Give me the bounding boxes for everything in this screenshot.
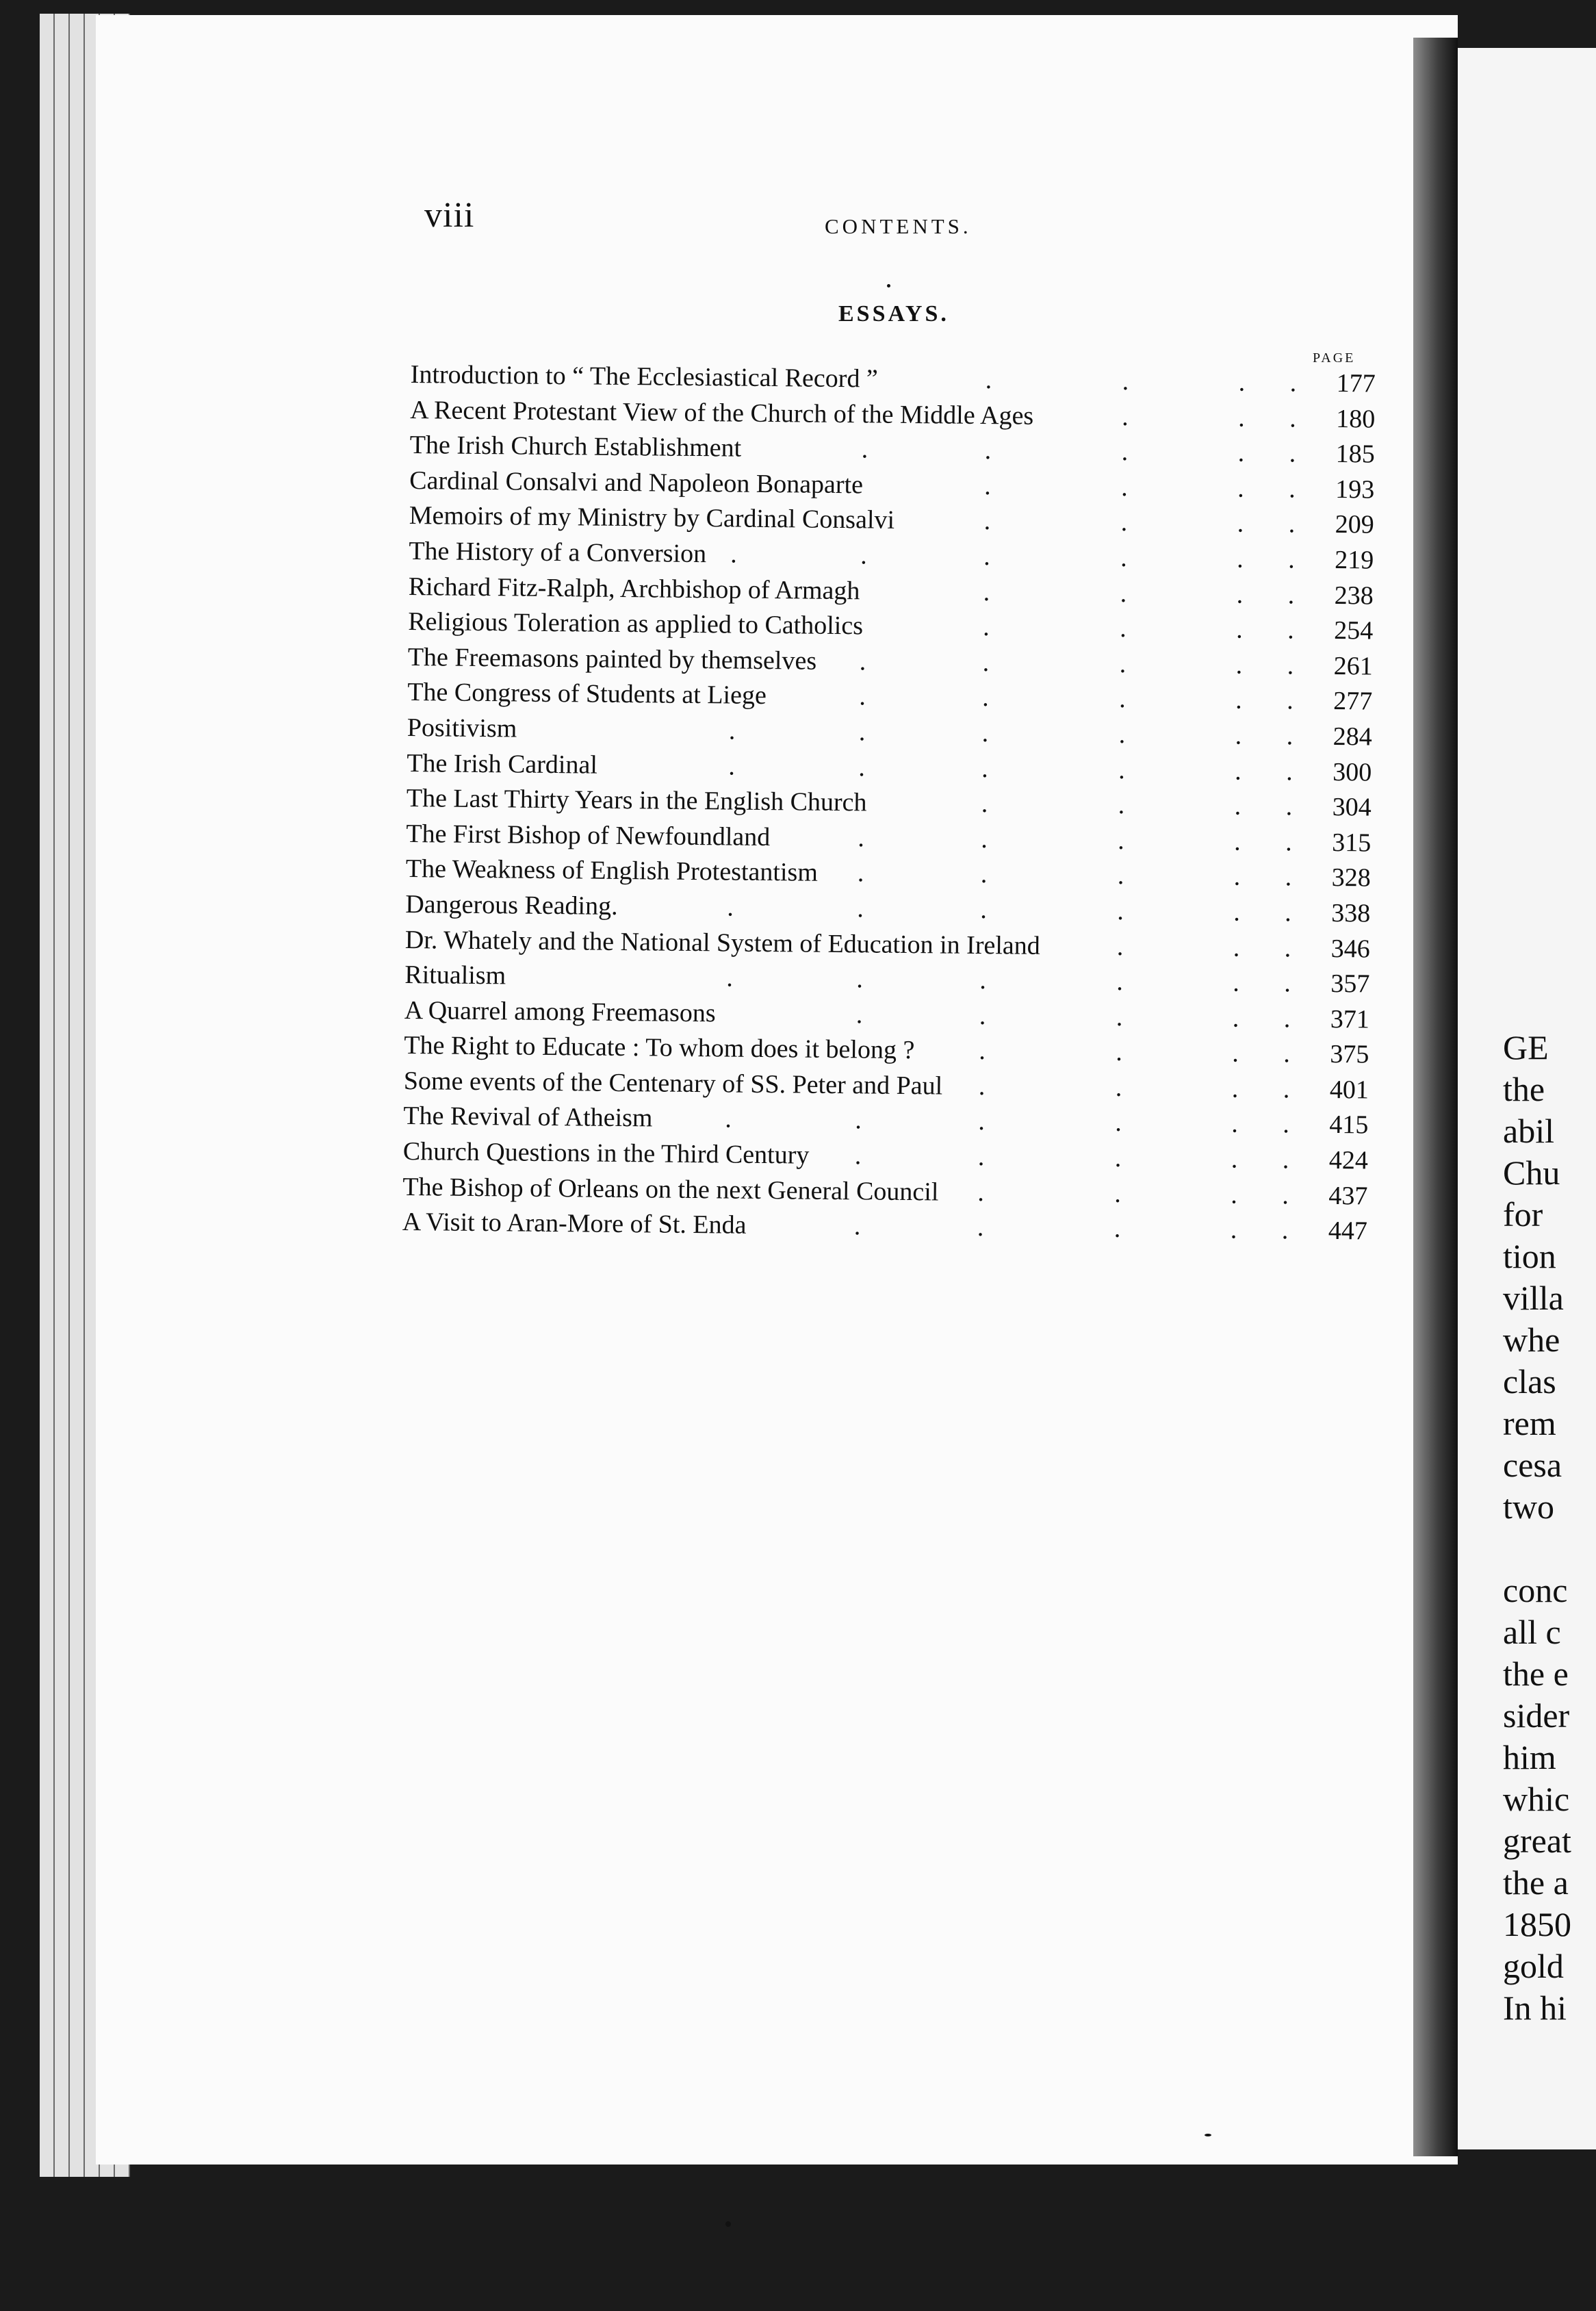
leader-dot: . [859,647,866,676]
leader-dot: . [980,860,988,889]
leader-dot: . [855,1106,862,1135]
leader-dot: . [1117,896,1124,925]
facing-page-line: rem [1503,1404,1556,1442]
toc-entry-page: 315 [1332,828,1372,858]
leader-dot: . [858,823,865,853]
facing-page-line: conc [1503,1571,1568,1609]
leader-dot: . [1233,897,1241,927]
toc-entry-page: 261 [1333,651,1373,681]
leader-dot: . [984,436,992,465]
leader-dot: . [1118,791,1125,820]
facing-page-line: for [1503,1195,1543,1234]
leader-dot: . [1289,403,1296,433]
leader-dot: . [1287,686,1293,715]
toc-entry-title: The Freemasons painted by themselves [407,642,817,676]
facing-page-line: abil [1503,1112,1554,1150]
toc-entry-title: The Right to Educate : To whom does it belong ? [404,1031,915,1065]
leader-dot: . [725,1104,732,1134]
leader-dot: . [982,648,990,677]
leader-dot: . [1237,509,1244,539]
leader-dot: . [1231,1145,1238,1174]
leader-dot: . [1288,545,1295,574]
leader-dot: . [1284,969,1291,998]
facing-page-line: the a [1503,1863,1569,1902]
toc-entry-page: 437 [1328,1181,1368,1211]
leader-dot: . [1116,967,1124,997]
toc-entry-page: 371 [1330,1004,1370,1034]
toc-entry-page: 304 [1332,793,1372,822]
facing-page-line: clas [1503,1362,1556,1401]
leader-dot: . [1285,828,1292,857]
facing-page-line: cesa [1503,1446,1562,1484]
running-head [424,195,1287,250]
toc-entry-page: 447 [1328,1216,1368,1246]
leader-dot: . [1283,1004,1291,1034]
leader-dot: . [1116,1002,1123,1032]
facing-page-line: whic [1503,1780,1570,1818]
facing-page-line: great [1503,1822,1571,1860]
ink-speck [887,284,890,288]
leader-dot: . [977,1213,984,1242]
section-heading: ESSAYS. [838,301,949,327]
leader-dot: . [1118,826,1125,855]
toc-entry-title: The Last Thirty Years in the English Church [406,784,867,817]
leader-dot: . [860,541,867,570]
ink-speck [725,2221,731,2227]
leader-dot: . [1116,1038,1123,1067]
leader-dot: . [985,366,992,395]
leader-dot: . [728,752,736,781]
leader-dot: . [979,1036,986,1066]
leader-dot: . [1287,580,1295,609]
leader-dot: . [1235,685,1242,715]
toc-entry-page: 238 [1334,580,1374,611]
toc-entry-title: The History of a Conversion [409,536,707,569]
leader-dot: . [1122,402,1129,431]
toc-entry-page: 185 [1335,439,1375,469]
toc-entry-page: 415 [1329,1110,1369,1140]
toc-entry-title: Ritualism [404,960,506,991]
leader-dot: . [726,963,734,993]
leader-dot: . [1230,1215,1237,1244]
leader-dot: . [1120,578,1127,608]
toc-entry-page: 300 [1333,757,1372,787]
leader-dot: . [1283,1075,1290,1104]
leader-dot: . [1121,472,1128,502]
leader-dot: . [730,539,737,569]
leader-dot: . [981,718,989,748]
leader-dot: . [1282,1145,1289,1175]
leader-dot: . [977,1177,985,1207]
facing-page-line: 1850 [1503,1905,1571,1943]
leader-dot: . [1283,1110,1290,1139]
leader-dot: . [1285,863,1292,892]
leader-dot: . [1235,721,1242,750]
leader-dot: . [1285,792,1293,821]
leader-dot: . [1118,755,1125,784]
toc-entry-title: Dr. Whately and the National System of Education in Ireland [404,925,1040,960]
page-column-label: PAGE [1313,350,1356,366]
toc-entry-title: Church Questions in the Third Century [402,1137,810,1170]
leader-dot: . [1232,1038,1239,1068]
leader-dot: . [1236,615,1243,644]
facing-page-line: gold [1503,1947,1564,1985]
leader-dot: . [1231,1074,1239,1103]
leader-dot: . [1284,933,1291,962]
leader-dot: . [1115,1073,1122,1102]
facing-page-line: him [1503,1738,1556,1776]
toc-entry-title: The Irish Church Establishment [409,431,742,463]
leader-dot: . [983,613,990,642]
leader-dot: . [1232,1004,1239,1033]
toc-entry-title: The Revival of Atheism [403,1101,653,1133]
toc-entry-page: 338 [1331,898,1371,928]
leader-dot: . [853,1212,861,1241]
toc-entry-title: Religious Toleration as applied to Catholics [408,607,864,641]
leader-dot: . [981,824,988,854]
leader-dot: . [858,717,866,747]
facing-page-line: two [1503,1488,1554,1526]
toc-entry-page: 346 [1330,934,1371,963]
toc-entry-title: Introduction to “ The Ecclesiastical Record ” [410,359,879,394]
leader-dot: . [1116,932,1124,961]
facing-page [1458,48,1596,2149]
facing-page-line: villa [1503,1279,1564,1317]
toc-entry-title: The Congress of Students at Liege [407,678,767,711]
toc-entry-page: 357 [1330,969,1370,999]
leader-dot: . [1233,933,1240,962]
book-gutter [1413,38,1458,2156]
facing-page-text [1503,1027,1596,2029]
leader-dot: . [1233,968,1240,997]
toc-entry-page: 209 [1335,510,1374,539]
facing-page-line: the e [1503,1655,1569,1693]
toc-entry-title: Richard Fitz-Ralph, Archbishop of Armagh [408,572,860,605]
leader-dot: . [1115,1108,1122,1138]
leader-dot: . [983,577,990,607]
leader-dot: . [982,683,989,713]
toc-entry-page: 277 [1333,687,1373,716]
leader-dot: . [1289,368,1297,398]
toc-entry-page: 284 [1333,722,1372,752]
toc-entry-page: 193 [1335,474,1375,505]
leader-dot: . [1231,1110,1239,1139]
toc-entry-page: 401 [1329,1075,1369,1105]
toc-entry-page: 375 [1330,1040,1369,1069]
leader-dot: . [977,1142,985,1172]
toc-entry-page: 424 [1328,1145,1369,1175]
toc-entry-page: 219 [1335,545,1374,575]
leader-dot: . [727,893,734,922]
leader-dot: . [857,894,864,923]
toc-entry-title: Some events of the Centenary of SS. Peter and Paul [403,1066,943,1101]
toc-entry-title: Dangerous Reading. [405,889,618,921]
leader-dot: . [1235,756,1241,786]
facing-page-line: Chu [1503,1153,1560,1192]
toc-entry-title: A Recent Protestant View of the Church of the Middle Ages [410,395,1034,431]
leader-dot: . [1283,1039,1291,1069]
leader-dot: . [1119,685,1126,714]
leader-dot: . [979,1001,986,1030]
leader-dot: . [728,716,736,745]
leader-dot: . [978,1071,986,1101]
leader-dot: . [1236,580,1244,609]
leader-dot: . [1237,438,1245,468]
leader-dot: . [1238,403,1245,433]
leader-dot: . [856,965,864,994]
ink-speck [1205,2134,1211,2136]
leader-dot: . [984,471,991,500]
leader-dot: . [1117,861,1124,891]
facing-page-line: whe [1503,1320,1560,1359]
toc-entry-page: 254 [1334,616,1374,646]
toc-entry-title: Cardinal Consalvi and Napoleon Bonaparte [409,465,864,500]
facing-page-line: all c [1503,1613,1561,1651]
leader-dot: . [1285,898,1292,928]
leader-dot: . [1282,1180,1289,1210]
leader-dot: . [1286,756,1293,786]
page-number: viii [424,196,475,235]
toc-entry-title: Memoirs of my Ministry by Cardinal Consalvi [409,501,895,535]
leader-dot: . [1233,862,1241,891]
leader-dot: . [979,966,987,995]
toc-entry-title: The First Bishop of Newfoundland [406,819,771,852]
leader-dot: . [1114,1179,1122,1208]
leader-dot: . [1287,615,1294,645]
facing-page-line: GE [1503,1028,1549,1067]
leader-dot: . [1114,1143,1122,1173]
leader-dot: . [861,435,868,464]
leader-dot: . [1286,722,1293,751]
leader-dot: . [1235,650,1243,680]
leader-dot: . [1119,649,1127,678]
facing-page-line: sider [1503,1696,1570,1735]
leader-dot: . [1234,827,1241,856]
leader-dot: . [1281,1216,1289,1245]
toc-entry-page: 177 [1336,368,1376,398]
toc-entry-page: 328 [1331,863,1371,893]
leader-dot: . [978,1107,986,1136]
toc-entry-title: The Bishop of Orleans on the next General Council [402,1172,939,1207]
leader-dot: . [1287,651,1294,680]
leader-dot: . [983,507,991,536]
leader-dot: . [858,752,866,782]
leader-dot: . [1120,508,1128,537]
running-title: CONTENTS. [825,214,972,238]
toc-entry-title: The Irish Cardinal [407,748,598,780]
leader-dot: . [1122,366,1129,396]
leader-dot: . [1289,474,1296,504]
leader-dot: . [1231,1180,1238,1210]
leader-dot: . [981,789,988,819]
leader-dot: . [981,754,989,783]
leader-dot: . [1237,474,1244,503]
leader-dot: . [983,542,990,572]
leader-dot: . [1118,719,1126,749]
leader-dot: . [1288,509,1296,539]
leader-dot: . [859,682,866,711]
table-of-contents [402,359,1376,1251]
leader-dot: . [1114,1214,1121,1244]
toc-entry-page: 180 [1336,404,1376,434]
toc-entry-title: A Visit to Aran-More of St. Enda [402,1208,747,1240]
leader-dot: . [1238,368,1246,397]
leader-dot: . [1120,614,1127,643]
toc-entry-title: The Weakness of English Protestantism [405,854,819,888]
leader-dot: . [857,858,864,888]
leader-dot: . [980,895,988,925]
leader-dot: . [1234,791,1241,821]
toc-entry-title: A Quarrel among Freemasons [404,995,716,1028]
facing-page-line: In hi [1503,1989,1567,2027]
facing-page-line: the [1503,1070,1545,1108]
facing-page-line: tion [1503,1237,1556,1275]
leader-dot: . [1120,543,1127,573]
leader-dot: . [1237,544,1244,574]
leader-dot: . [855,999,863,1030]
leader-dot: . [1289,439,1296,468]
toc-entry-title: Positivism [407,713,517,743]
leader-dot: . [1121,437,1129,467]
leader-dot: . [854,1141,862,1171]
